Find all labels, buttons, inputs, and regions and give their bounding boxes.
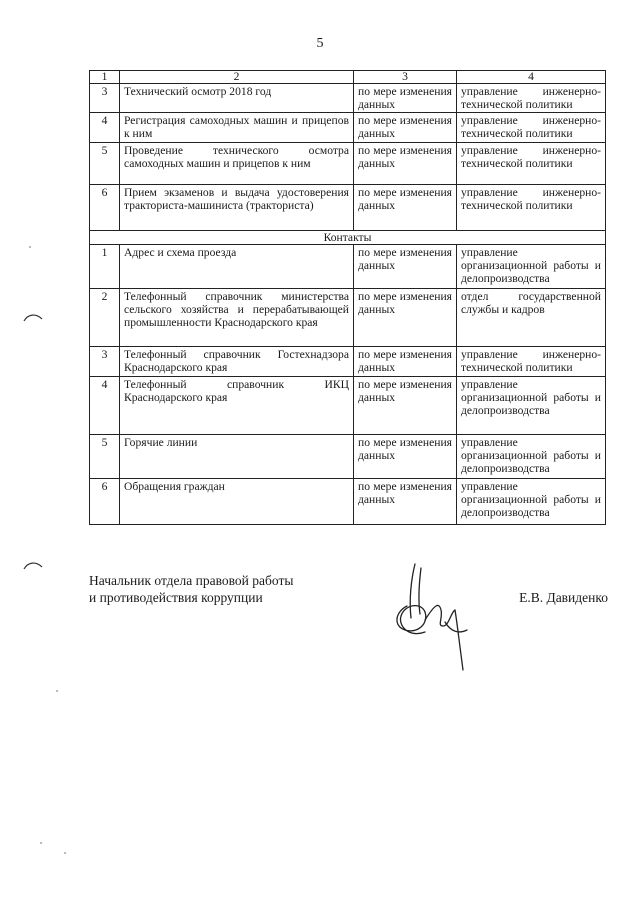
row-department: управление организационной работы и делопроизводства [457,479,606,525]
column-header-1: 1 [90,71,120,84]
row-period: по мере изменения данных [354,84,457,113]
row-department: управление организационной работы и делопроизводства [457,435,606,479]
table-row [90,347,606,377]
row-period: по мере изменения данных [354,143,457,185]
row-period: по мере изменения данных [354,435,457,479]
table-header-row [90,71,606,84]
table-row [90,143,606,185]
row-department: управление инженерно-технической политики [457,113,606,143]
row-number: 3 [90,84,120,113]
row-title: Телефонный справочник министерства сельского хозяйства и перерабатывающей промышленности Краснодарского края [120,289,354,347]
scan-speck [64,852,66,854]
section-title: Контакты [90,231,606,245]
row-period: по мере изменения данных [354,185,457,231]
table-row [90,435,606,479]
row-period: по мере изменения данных [354,289,457,347]
column-header-3: 3 [354,71,457,84]
scan-speck [40,842,42,844]
scan-speck [29,246,31,248]
section-row [90,231,606,245]
row-number: 6 [90,185,120,231]
document-table [89,70,606,525]
row-period: по мере изменения данных [354,245,457,289]
row-title: Телефонный справочник ИКЦ Краснодарского края [120,377,354,435]
row-title: Проведение технического осмотра самоходных машин и прицепов к ним [120,143,354,185]
signer-position-line-1: Начальник отдела правовой работы [89,573,294,588]
row-number: 3 [90,347,120,377]
row-number: 1 [90,245,120,289]
row-number: 4 [90,113,120,143]
row-title: Технический осмотр 2018 год [120,84,354,113]
row-title: Регистрация самоходных машин и прицепов к ним [120,113,354,143]
row-period: по мере изменения данных [354,377,457,435]
row-title: Обращения граждан [120,479,354,525]
row-department: управление инженерно-технической политики [457,143,606,185]
row-period: по мере изменения данных [354,347,457,377]
table-row [90,113,606,143]
row-number: 6 [90,479,120,525]
row-title: Телефонный справочник Гостехнадзора Краснодарского края [120,347,354,377]
signer-name: Е.В. Давиденко [519,590,608,605]
scan-speck [56,690,58,692]
table-row [90,377,606,435]
row-period: по мере изменения данных [354,479,457,525]
column-header-4: 4 [457,71,606,84]
signer-position-line-2: и противодействия коррупции [89,590,263,605]
row-title: Адрес и схема проезда [120,245,354,289]
row-department: управление организационной работы и делопроизводства [457,377,606,435]
row-number: 5 [90,143,120,185]
page-number: 5 [316,36,324,51]
row-period: по мере изменения данных [354,113,457,143]
row-department: управление инженерно-технической политики [457,185,606,231]
row-number: 4 [90,377,120,435]
row-number: 2 [90,289,120,347]
handwritten-signature [385,560,485,675]
signer-position [89,572,293,606]
row-title: Горячие линии [120,435,354,479]
table-row [90,84,606,113]
row-number: 5 [90,435,120,479]
row-department: управление инженерно-технической политики [457,347,606,377]
table-row [90,245,606,289]
table-row [90,289,606,347]
table-row [90,185,606,231]
row-department: управление инженерно-технической политики [457,84,606,113]
margin-bracket-icon [22,560,44,570]
row-title: Прием экзаменов и выдача удостоверения тракториста-машиниста (тракториста) [120,185,354,231]
column-header-2: 2 [120,71,354,84]
table-row [90,479,606,525]
margin-bracket-icon [22,312,44,322]
row-department: отдел государственной службы и кадров [457,289,606,347]
row-department: управление организационной работы и делопроизводства [457,245,606,289]
